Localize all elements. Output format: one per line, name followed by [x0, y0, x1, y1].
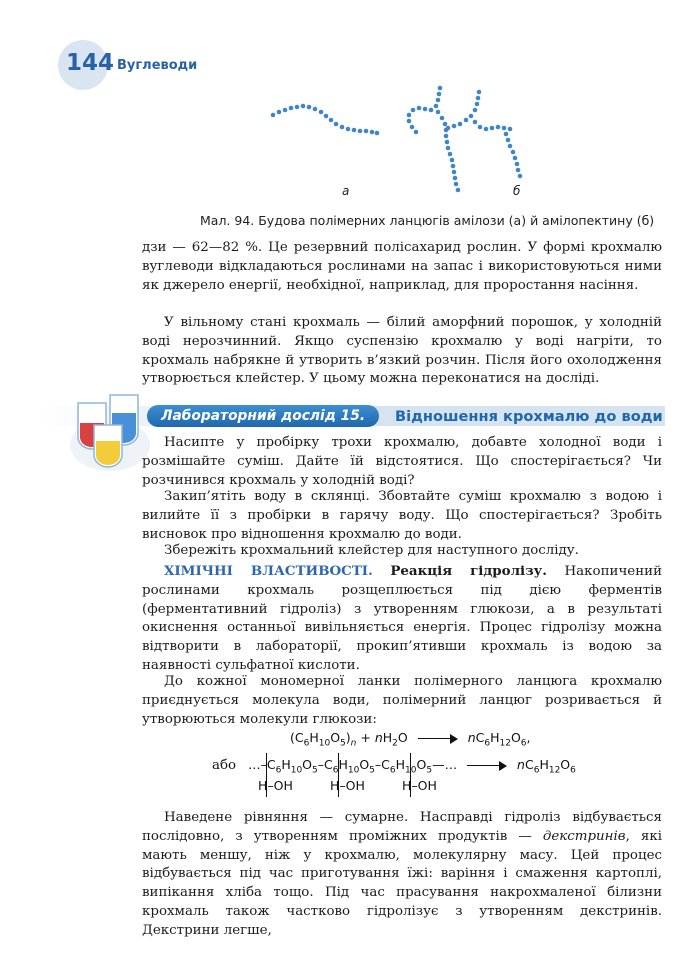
- final-paragraph: [142, 809, 662, 941]
- lab-step-2: [142, 488, 662, 544]
- lab-step-3: [142, 542, 662, 561]
- chem-text: Накопичений рослинами крохмаль розщеплюється під дією ферментів (ферментативний гідроліз) з утворенням глюкози, а в результаті окиснення останньої вивільняється енергія. Процес гідролізу можна відтворити в лабораторії, прокип’ятивши крохмаль із водою за наявності сульфатної кислоти.: [142, 564, 662, 673]
- chem-heading: ХІМІЧНІ ВЛАСТИВОСТІ.: [164, 563, 373, 579]
- paragraph-properties: [142, 314, 662, 389]
- hydrolysis-text: До кожної мономерної ланки полімерного ланцюга крохмалю приєднується молекула води, полімерний ланцюг розривається й утворюються молекули глюкози:: [142, 674, 662, 727]
- paragraph-storage: дзи — 62—82 %. Це резервний полісахарид рослин. У формі крохмалю вуглеводи відкладаються рослинами на запас і використовуються ними як джерело енергії, необхідної, наприклад, для проростання насіння.: [142, 240, 662, 293]
- final-text-b: , які мають меншу, ніж у крохмалю, молекулярну масу. Цей процес відбувається під час приготування їжі: варіння і смаження картоплі, випікання хліба тощо. Під час прасування накрохмаленої білизни крохмаль також частково гідролізує з утворенням декстринів. Декстрини легше,: [142, 828, 662, 938]
- lab-step-3-text: Збережіть крохмальний клейстер для наступного досліду.: [164, 543, 579, 558]
- lab-step-2-text: Закип’ятіть воду в склянці. Збовтайте суміш крохмалю з водою і вилийте її з пробірки в гарячу воду. Що спостерігається? Зробіть висновок про відношення крохмалю до води.: [142, 489, 662, 542]
- hydrolysis-equation-1: $(C_6H_{10}O_5)_n + nH_2O$ $nC_6H_{12}O_6$,: [290, 730, 531, 749]
- amylose-chain: [271, 104, 380, 136]
- reaction-arrow-2: [467, 761, 507, 771]
- figure-label-a: а: [342, 184, 350, 198]
- polymer-chain-figure: [270, 82, 550, 212]
- lab-step-1-text: Насипте у пробірку трохи крохмалю, добавте холодної води і розмішайте суміш. Дайте їй відстоятися. Що спостерігається? Чи розчинився крохмаль у холодній воді?: [142, 435, 662, 488]
- reaction-arrow: [418, 734, 458, 744]
- amylopectin-chain: [407, 86, 523, 193]
- water-3: H–OH: [402, 778, 437, 793]
- figure-label-b: б: [513, 184, 521, 198]
- page-number: 144: [66, 50, 115, 76]
- chem-properties-paragraph: [142, 562, 662, 676]
- chem-subheading: Реакція гідролізу.: [390, 563, 547, 579]
- lab-step-1: [142, 434, 662, 490]
- equation-product: $nC_6H_{12}O_6$: [517, 757, 576, 776]
- paragraph-properties-text: У вільному стані крохмаль — білий аморфний порошок, у холодній воді нерозчинний. Якщо суспензію крохмалю у воді нагріти, то крохмаль набрякне й утворить в’язкий розчин. Після його охолодження утворюється клейстер. У цьому можна переконатися на досліді.: [142, 315, 662, 387]
- water-1: H–OH: [258, 778, 293, 793]
- final-text-a: Наведене рівняння — сумарне. Насправді гідроліз відбувається послідовно, з утворенням проміжних продуктів —: [142, 810, 662, 844]
- section-title: Вуглеводи: [117, 58, 198, 73]
- lab-number-badge: Лабораторний дослід 15.: [147, 405, 379, 427]
- hydrolysis-paragraph: [142, 673, 662, 729]
- dextrins-term: декстринів: [542, 828, 626, 844]
- hydrolysis-equation-2: або $\dots-C_6H_{10}O_5-C_6H_{10}O_5-C_6H_{10}O_5—\dots$ $nC_6H_{12}O_6$: [212, 757, 576, 776]
- lab-title: Відношення крохмалю до води: [395, 408, 663, 425]
- or-word: або: [212, 758, 237, 773]
- water-2: H–OH: [330, 778, 365, 793]
- figure-caption: Мал. 94. Будова полімерних ланцюгів амілози (а) й амілопектину (б): [200, 213, 655, 228]
